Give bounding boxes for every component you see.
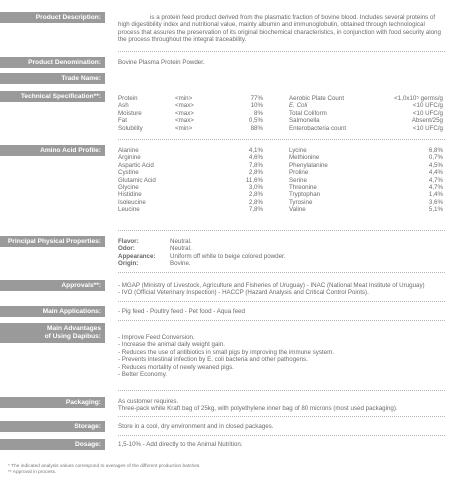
divider [118, 416, 445, 417]
amino-value: 3,0% [248, 183, 263, 191]
footnote: * The indicated analysis values correspond to averages of the different production batches. [8, 464, 201, 469]
label-amino: Amino Acid Profile: [0, 145, 105, 156]
tech-name: Ash [118, 102, 129, 110]
amino-value: 5,1% [428, 206, 443, 214]
divider [118, 320, 445, 321]
amino-value: 0,7% [428, 154, 443, 162]
amino-value: 4,6% [248, 154, 263, 162]
advantage-line: - Increase the animal daily weight gain. [118, 341, 225, 349]
amino-value: 3,6% [428, 198, 443, 206]
physical-value: Neutral. [170, 238, 192, 245]
amino-value: 1,4% [428, 191, 443, 199]
micro-name: E. Coli [289, 102, 308, 110]
label-technical: Technical Specification**: [0, 91, 105, 102]
physical-key: Appearance: [118, 252, 156, 260]
amino-name: Methionine [289, 154, 320, 162]
amino-name: Threonine [289, 183, 317, 191]
tech-name-col [118, 95, 143, 132]
divider [118, 139, 445, 140]
micro-value: <1,0x10⁵ germs/g [394, 95, 443, 102]
tech-qualifier-col [175, 95, 194, 132]
advantage-line: - Reduces the use of antibiotics in small pigs by improving the immune system. [118, 348, 334, 356]
physical-key: Odor: [118, 245, 135, 253]
micro-name: Total Coliform [289, 109, 327, 117]
approvals-text [118, 282, 443, 297]
amino-value: 4,1% [248, 147, 263, 154]
micro-value: <10 UFC/g [412, 124, 443, 132]
amino-name: Valine [289, 206, 306, 214]
micro-name: Aerobic Plate Count [289, 95, 345, 102]
label-packaging: Packaging: [0, 397, 105, 408]
physical-key: Flavor: [118, 238, 139, 245]
divider [118, 51, 445, 52]
advantage-line: - Improve Feed Conversion. [118, 334, 195, 341]
divider [118, 230, 445, 231]
divider [118, 435, 445, 436]
storage-text: Store in a cool, dry environment and in closed packages. [118, 423, 274, 430]
dosage-text: 1,5-10% - Add directly to the Animal Nutrition. [118, 441, 243, 448]
tech-qualifier: <max> [175, 109, 194, 117]
physical-value: Uniform off white to beige colored powder. [170, 252, 286, 260]
label-approvals: Approvals**: [0, 280, 105, 291]
divider [118, 301, 445, 302]
micro-value: Absent/25g [411, 117, 443, 125]
amino-right-values [405, 147, 443, 214]
amino-name: Cystine [118, 169, 139, 177]
label-advantages [0, 323, 105, 343]
amino-name: Glutamic Acid [118, 176, 156, 184]
amino-name: Isoleucine [118, 198, 146, 206]
packaging-line: Three-pack white Kraft bag of 25kg, with polyethylene inner bag of 80 microns (most used packaging). [118, 405, 398, 413]
packaging-text [118, 398, 443, 413]
tech-name: Moisture [118, 109, 142, 117]
tech-value: 77% [250, 95, 263, 102]
label-advantages-line: Main Advantages [47, 325, 101, 332]
physical-key: Origin: [118, 260, 139, 268]
tech-value: 8% [254, 109, 263, 117]
micro-name: Enterobacteria count [289, 124, 347, 132]
divider [118, 390, 445, 391]
amino-left-values [228, 147, 263, 214]
tech-qualifier: <max> [175, 102, 194, 110]
approval-line: - IVO (Official Veterinary Inspection) - HACCP (Hazard Analysis and Critical Control Points). [118, 289, 369, 297]
micro-value: <10 UFC/g [412, 102, 443, 110]
amino-left-names [118, 147, 156, 214]
label-trade-name: Trade Name: [0, 73, 105, 84]
tech-qualifier: <min> [175, 95, 193, 102]
amino-value: 4,4% [428, 169, 443, 177]
advantage-line: - Better Economy. [118, 371, 168, 379]
amino-value: 2,8% [248, 169, 263, 177]
amino-name: Alanine [118, 147, 139, 154]
applications-text: - Pig feed - Poultry feed - Pet food - Aqua feed [118, 308, 245, 315]
amino-value: 2,8% [248, 191, 263, 199]
amino-name: Phenylalanine [289, 161, 328, 169]
tech-name: Protein [118, 95, 138, 102]
amino-value: 7,8% [248, 206, 263, 214]
micro-value: <10 UFC/g [412, 109, 443, 117]
divider [118, 272, 445, 273]
tech-value-col [228, 95, 263, 132]
advantage-line: - Prevents intestinal infection by E. coli bacteria and other pathogens. [118, 356, 308, 364]
physical-value: Neutral. [170, 245, 192, 253]
amino-value: 6,8% [428, 147, 443, 154]
micro-name-col [289, 95, 346, 132]
amino-value: 7,8% [248, 161, 263, 169]
amino-name: Aspartic Acid [118, 161, 154, 169]
amino-name: Lycine [289, 147, 307, 154]
tech-qualifier: <max> [175, 117, 194, 125]
tech-value: 0,5% [248, 117, 263, 125]
denomination-text: Bovine Plasma Protein Powder. [118, 59, 205, 66]
amino-name: Glycine [118, 183, 139, 191]
label-physical: Principal Physical Properties: [0, 236, 105, 247]
amino-name: Serine [289, 176, 307, 184]
footnote: ** Approval in process. [8, 470, 57, 475]
label-description: Product Description: [0, 12, 105, 23]
physical-keys [118, 238, 155, 268]
label-denomination: Product Denomination: [0, 57, 105, 68]
tech-qualifier: <min> [175, 124, 193, 132]
tech-name: Fat [118, 117, 127, 125]
label-dosage: Dosage: [0, 439, 105, 450]
amino-name: Proline [289, 169, 309, 177]
amino-name: Leucine [118, 206, 140, 214]
amino-name: Tryptophan [289, 191, 321, 199]
physical-value: Bovine. [170, 260, 191, 268]
tech-name: Solubility [118, 124, 143, 132]
tech-value: 88% [250, 124, 263, 132]
advantages-text [118, 334, 443, 378]
amino-right-names [289, 147, 328, 214]
label-applications: Main Applications: [0, 306, 105, 317]
amino-value: 4,7% [428, 183, 443, 191]
packaging-line: As customer requires. [118, 398, 179, 405]
amino-name: Tyrosine [289, 198, 313, 206]
amino-name: Histidine [118, 191, 142, 199]
amino-name: Arginine [118, 154, 141, 162]
label-storage: Storage: [0, 421, 105, 432]
amino-value: 11,6% [245, 176, 263, 184]
amino-value: 4,5% [428, 161, 443, 169]
micro-name: Salmonella [289, 117, 320, 125]
micro-value-col [375, 95, 443, 132]
label-advantages-line: of Using Dapibus: [44, 333, 101, 340]
physical-values [170, 238, 285, 268]
advantage-line: - Reduces mortality of newly weaned pigs. [118, 363, 234, 371]
amino-value: 2,8% [248, 198, 263, 206]
approval-line: - MGAP (Ministry of Livestock, Agriculture and Fisheries of Uruguay) - INAC (National Meat Institute of Uruguay) [118, 282, 425, 289]
amino-value: 4,7% [428, 176, 443, 184]
tech-value: 10% [250, 102, 263, 110]
footnotes [8, 464, 201, 476]
description-text: is a protein feed product derived from the plasmatic fraction of bovine blood. Includes several proteins of high digestibility index and nutritional value, mainly albumin and immunoglobulin, obtained through technological process that assures the preservation of its original biochemical characteristics, in conjunction with food security along the process throughout the integral traceability. [118, 14, 441, 44]
